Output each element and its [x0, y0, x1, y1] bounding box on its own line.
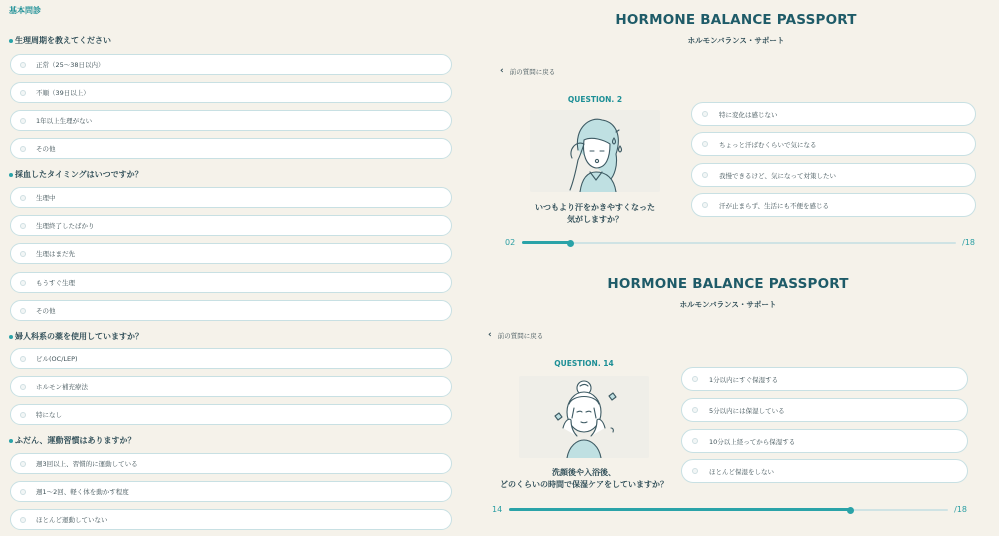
radio-icon — [20, 412, 26, 418]
option-label: ちょっと汗ばむくらいで気になる — [719, 140, 817, 149]
question-line: いつもより汗をかきやすくなった — [535, 203, 655, 212]
option-timing-during[interactable] — [10, 187, 452, 208]
option-label: ほとんど運動していない — [36, 516, 108, 524]
option-cycle-irregular[interactable] — [10, 82, 452, 103]
radio-icon — [692, 468, 698, 474]
option-label: ほとんど保湿をしない — [709, 467, 774, 476]
option-label: ホルモン補充療法 — [36, 383, 88, 391]
radio-icon — [20, 517, 26, 523]
radio-icon — [702, 202, 708, 208]
radio-icon — [20, 118, 26, 124]
option-timing-later[interactable] — [10, 243, 452, 264]
option-cannot-stop[interactable] — [691, 193, 976, 217]
option-med-hrt[interactable] — [10, 376, 452, 397]
option-label: 我慢できるけど、気になって対策したい — [719, 171, 836, 180]
question-text — [500, 202, 690, 226]
progress-bar — [505, 238, 975, 247]
progress-current: 14 — [492, 505, 503, 514]
radio-icon — [20, 356, 26, 362]
question-line: どのくらいの時間で保湿ケアをしていますか？ — [500, 480, 668, 489]
progress-knob[interactable] — [847, 507, 854, 514]
back-label: 前の質問に戻る — [509, 68, 556, 76]
option-exercise-3plus[interactable] — [10, 453, 452, 474]
progress-total: /18 — [962, 238, 975, 247]
option-want-measures[interactable] — [691, 163, 976, 187]
radio-icon — [20, 251, 26, 257]
radio-icon — [20, 308, 26, 314]
option-label: 週1〜2回、軽く体を動かす程度 — [36, 488, 129, 496]
option-label: 特になし — [36, 411, 62, 419]
progress-total: /18 — [954, 505, 967, 514]
radio-icon — [692, 438, 698, 444]
question-heading-text: 婦人科系の薬を使用していますか？ — [15, 332, 143, 341]
progress-fill — [509, 508, 850, 511]
radio-icon — [702, 111, 708, 117]
option-label: 10分以上経ってから保湿する — [709, 437, 796, 446]
question-heading-text: ふだん、運動習慣はありますか？ — [15, 436, 136, 445]
question-heading — [9, 435, 135, 446]
bullet-dot — [9, 439, 13, 443]
option-exercise-none[interactable] — [10, 509, 452, 530]
radio-icon — [20, 90, 26, 96]
option-within-5min[interactable] — [681, 398, 968, 422]
option-label: 生理中 — [36, 194, 56, 202]
radio-icon — [702, 172, 708, 178]
option-cycle-none[interactable] — [10, 110, 452, 131]
radio-icon — [692, 376, 698, 382]
option-exercise-1to2[interactable] — [10, 481, 452, 502]
chevron-left-icon: ‹ — [488, 330, 492, 340]
question-heading-text: 生理周期を教えてください — [15, 36, 111, 45]
question-line: 洗顔後や入浴後、 — [552, 468, 616, 477]
radio-icon — [20, 62, 26, 68]
face-mask-woman-icon — [519, 376, 649, 458]
progress-knob[interactable] — [567, 240, 574, 247]
option-label: 1年以上生理がない — [36, 117, 93, 125]
bullet-dot — [9, 335, 13, 339]
progress-track — [522, 242, 956, 244]
option-label: 週3回以上、習慣的に運動している — [36, 460, 138, 468]
radio-icon — [20, 384, 26, 390]
brand-title: HORMONE BALANCE PASSPORT — [615, 12, 857, 28]
question-heading — [9, 35, 111, 46]
option-label: もうすぐ生理 — [36, 279, 75, 287]
question-text — [484, 467, 684, 491]
option-no-change[interactable] — [691, 102, 976, 126]
option-med-pill[interactable] — [10, 348, 452, 369]
option-label: 汗が止まらず、生活にも不便を感じる — [719, 201, 829, 210]
option-label: 不順（39日以上） — [36, 89, 90, 97]
option-cycle-other[interactable] — [10, 138, 452, 159]
progress-fill — [522, 241, 570, 244]
bullet-dot — [9, 39, 13, 43]
progress-current: 02 — [505, 238, 516, 247]
back-label: 前の質問に戻る — [497, 332, 544, 340]
question-heading-text: 採血したタイミングはいつですか？ — [15, 170, 143, 179]
radio-icon — [20, 461, 26, 467]
bullet-dot — [9, 173, 13, 177]
option-label: 1分以内にすぐ保湿する — [709, 375, 779, 384]
question-line: 気がしますか？ — [567, 215, 623, 224]
option-label: 正常（25〜38日以内） — [36, 61, 105, 69]
option-cycle-normal[interactable] — [10, 54, 452, 75]
option-label: ピル(OC/LEP) — [36, 355, 78, 363]
radio-icon — [692, 407, 698, 413]
sweating-woman-icon — [530, 110, 660, 192]
question-number: QUESTION. 2 — [567, 95, 623, 104]
option-timing-soon[interactable] — [10, 272, 452, 293]
radio-icon — [20, 280, 26, 286]
brand-title: HORMONE BALANCE PASSPORT — [607, 276, 849, 292]
option-rarely[interactable] — [681, 459, 968, 483]
radio-icon — [20, 146, 26, 152]
question-heading — [9, 331, 143, 342]
option-label: 5分以内には保湿している — [709, 406, 785, 415]
option-label: その他 — [36, 307, 56, 315]
radio-icon — [20, 195, 26, 201]
back-button[interactable] — [500, 67, 555, 76]
option-label: 生理はまだ先 — [36, 250, 75, 258]
option-timing-just-ended[interactable] — [10, 215, 452, 236]
chevron-left-icon: ‹ — [500, 66, 504, 76]
option-label: 生理終了したばかり — [36, 222, 95, 230]
option-timing-other[interactable] — [10, 300, 452, 321]
option-slightly-sweaty[interactable] — [691, 132, 976, 156]
section-title: 基本問診 — [9, 6, 41, 15]
option-med-none[interactable] — [10, 404, 452, 425]
option-within-1min[interactable] — [681, 367, 968, 391]
basic-questionnaire-panel — [0, 0, 460, 536]
option-label: その他 — [36, 145, 56, 153]
question-number: QUESTION. 14 — [554, 359, 614, 368]
option-label: 特に変化は感じない — [719, 110, 778, 119]
radio-icon — [702, 141, 708, 147]
progress-track — [509, 509, 948, 511]
brand-subtitle: ホルモンバランス・サポート — [687, 36, 785, 45]
radio-icon — [20, 489, 26, 495]
option-over-10min[interactable] — [681, 429, 968, 453]
radio-icon — [20, 223, 26, 229]
question-heading — [9, 169, 143, 180]
progress-bar — [492, 505, 967, 514]
brand-subtitle: ホルモンバランス・サポート — [679, 300, 777, 309]
back-button[interactable] — [488, 331, 543, 340]
